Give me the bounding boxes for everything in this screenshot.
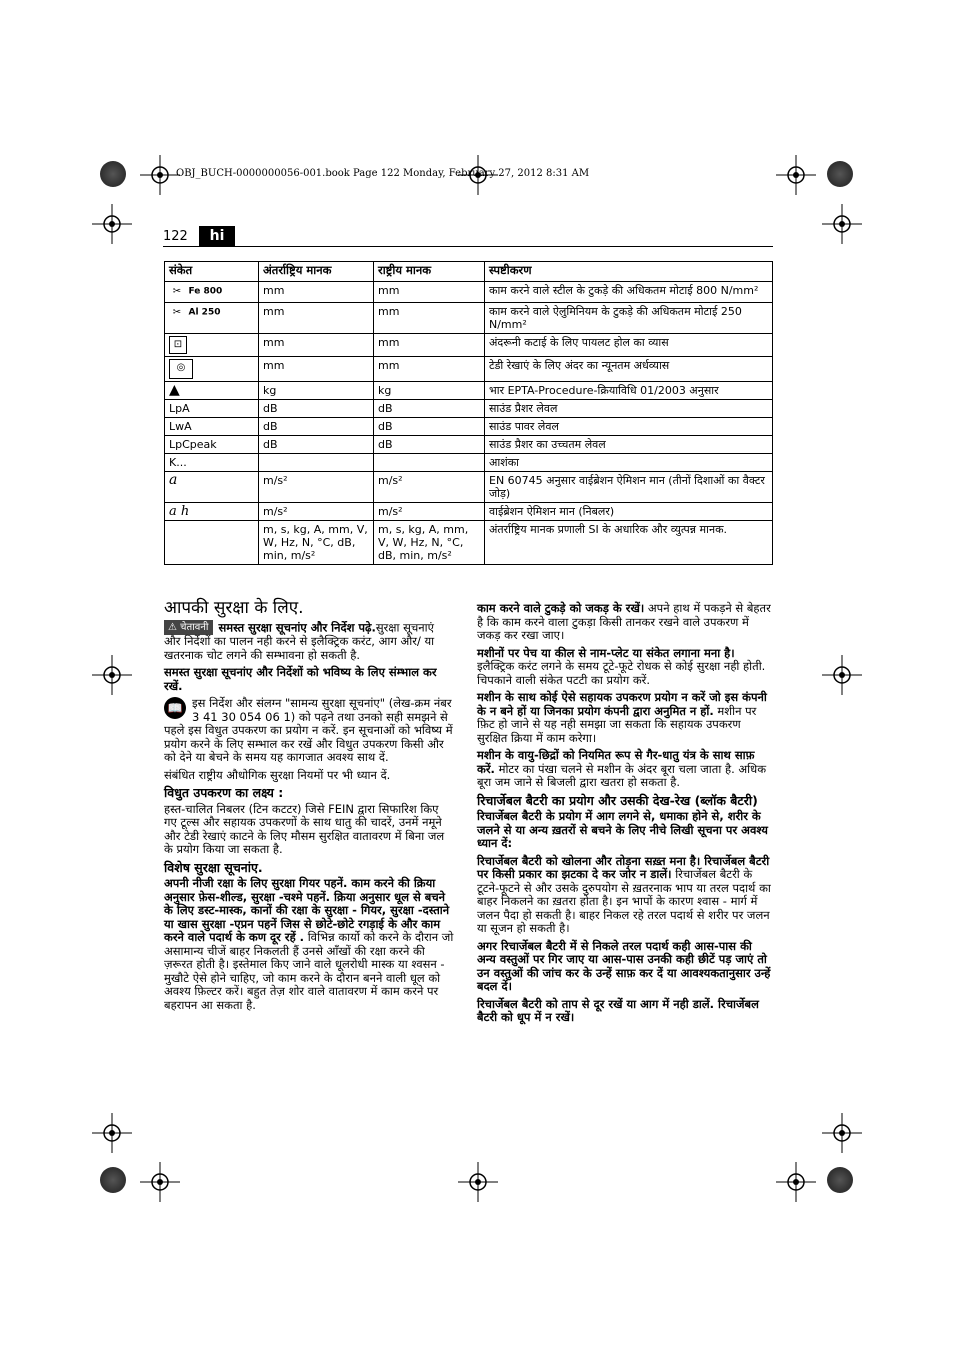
table-cell: m/s² xyxy=(374,472,485,503)
steel-sheet-icon: ✂ xyxy=(172,286,182,297)
read-manual-icon: 📖 xyxy=(164,697,186,719)
table-cell: mm xyxy=(374,334,485,357)
paragraph: मशीन के वायु-छिद्रों को नियमित रूप से गैर-धातु यंत्र के साथ साफ़ करें. मोटर का पंखा चलने से मशीन के अंदर बूरा चला जाता है. अधिक बूरा जम जाने से बिजली द्वारा खतरा हो सकता है. xyxy=(477,748,767,789)
aluminium-sheet-icon: ✂ xyxy=(172,307,182,318)
table-row xyxy=(165,503,773,521)
paragraph: अगर रिचार्जेबल बैटरी में से निकले तरल पदार्थ कही आस-पास की अन्य वस्तुओं पर गिर जाए या आस-पास उनकी कही छीटें पड़ जाएं तो उन वस्तुओं की जांच कर के उन्हें साफ़ कर दें या आवश्यकतानुसार उन्हें बदल दें। xyxy=(477,938,771,993)
symbol-cell: ✂ Al 250 xyxy=(165,303,259,334)
paragraph: काम करने वाले टुकड़े को जकड़ के रखें। अपने हाथ में पकड़ने से बेहतर है कि काम करने वाला टुकड़ा किसी तानकर रखने वाले उपकरण में जकड़ कर रखा जाए। xyxy=(477,601,771,642)
paragraph: संबंधित राष्ट्रीय औधोगिक सुरक्षा नियमों पर भी ध्यान दें. xyxy=(164,767,391,782)
paragraph: ⚠ चेतावनी समस्त सुरक्षा सूचनांए और निर्देश पढ़े.सुरक्षा सूचनाएं और निर्देशों का पालन नही करने से इलैक्ट्रिक करंट, आग और/ या खतरनाक चोट लगने की सम्भावना हो सकती है. xyxy=(164,619,435,662)
table-cell: dB xyxy=(374,436,485,454)
subheading: विशेष सुरक्षा सूचनांए. xyxy=(164,859,263,875)
table-cell: m/s² xyxy=(259,472,374,503)
subheading: रिचार्जेबल बैटरी का प्रयोग और उसकी देख-रेख (ब्लॉक बैटरी) xyxy=(477,792,758,808)
subheading: विधुत उपकरण का लक्ष्य : xyxy=(164,785,284,800)
right-column xyxy=(477,602,773,1029)
table-cell: dB xyxy=(259,436,374,454)
paragraph: रिचार्जेबल बैटरी के प्रयोग में आग लगने से, धमाका होने से, शरीर के जलने से या अन्य ख़तरों से बचने के लिए नीचे लिखी सूचना पर अवश्य ध्यान दें: xyxy=(477,809,768,850)
table-cell: mm xyxy=(374,282,485,303)
table-row xyxy=(165,521,773,565)
table-row xyxy=(165,418,773,436)
table-cell: भार EPTA-Procedure-क्रियाविधि 01/2003 अनुसार xyxy=(485,382,773,400)
symbol-cell xyxy=(165,382,259,400)
registration-mark-left-middle xyxy=(92,655,132,695)
table-cell: dB xyxy=(374,418,485,436)
column-header: संकेत xyxy=(165,262,259,282)
weight-icon: ▲ xyxy=(169,382,180,398)
table-cell xyxy=(374,454,485,472)
table-cell: m, s, kg, A, mm, V, W, Hz, N, °C, dB, min, m/s² xyxy=(374,521,485,565)
table-cell: mm xyxy=(374,303,485,334)
table-cell: टेडी रेखाएं के लिए अंदर का न्यूनतम अर्धव्यास xyxy=(485,357,773,382)
table-cell: mm xyxy=(374,357,485,382)
symbol-table xyxy=(164,261,773,565)
table-cell: m/s² xyxy=(259,503,374,521)
paragraph: समस्त सुरक्षा सूचनांए और निर्देशों को भविष्य के लिए संम्भाल कर रखें. xyxy=(164,665,437,693)
paragraph: मशीनों पर पेच या कील से नाम-प्लेट या संकेत लगाना मना है। इलैक्ट्रिक करंट लगने के समय टूटे-फूटे रोधक से कोई सुरक्षा नही होती. चिपकाने वाली संकेत पटटी का प्रयोग करें. xyxy=(477,645,766,687)
table-cell: साउंड प्रैशर लेवल xyxy=(485,400,773,418)
table-cell: dB xyxy=(374,400,485,418)
table-cell: साउंड प्रैशर का उच्चतम लेवल xyxy=(485,436,773,454)
table-cell: काम करने वाले स्टील के टुकड़े की अधिकतम मोटाई 800 N/mm² xyxy=(485,282,773,303)
file-header: OBJ_BUCH-0000000056-001.book Page 122 Monday, February 27, 2012 8:31 AM xyxy=(176,168,590,179)
registration-mark-left-upper xyxy=(92,204,132,244)
table-row xyxy=(165,334,773,357)
table-cell: काम करने वाले ऐलुमिनियम के टुकड़े की अधिकतम मोटाई 250 N/mm² xyxy=(485,303,773,334)
paragraph: हस्त-चालित निबलर (टिन कटटर) जिसे FEIN द्वारा सिफारिश किए गए टूल्स और सहायक उपकरणों के साथ धातु की चादरें, उनमें नमूने और टेडी रेखाएं काटने के लिए मौसम सुरक्षित वातावरण में बिना जल के प्रयोग किया जा सकता है. xyxy=(164,801,445,856)
table-cell: EN 60745 अनुसार वाईब्रेशन ऐमिशन मान (तीनों दिशाओं का वैक्टर जोड़) xyxy=(485,472,773,503)
table-cell xyxy=(259,454,374,472)
table-cell: kg xyxy=(259,382,374,400)
column-header: राष्ट्रीय मानक xyxy=(374,262,485,282)
table-row xyxy=(165,400,773,418)
color-target-top-right xyxy=(827,161,853,187)
color-target-bottom-left xyxy=(100,1167,126,1193)
table-row xyxy=(165,454,773,472)
symbol-cell xyxy=(165,334,259,357)
curve-radius-icon: ◎ xyxy=(169,359,193,379)
registration-mark-right-upper xyxy=(822,204,862,244)
table-row xyxy=(165,303,773,334)
language-tag: hi xyxy=(199,226,235,246)
warning-icon: ⚠ xyxy=(168,621,177,633)
table-row xyxy=(165,357,773,382)
table-cell: m/s² xyxy=(374,503,485,521)
column-header: स्पष्टीकरण xyxy=(485,262,773,282)
registration-mark-right-lower xyxy=(822,1113,862,1153)
symbol-cell: a h xyxy=(165,503,259,521)
table-cell: dB xyxy=(259,418,374,436)
color-target-top-left xyxy=(100,161,126,187)
table-cell: kg xyxy=(374,382,485,400)
symbol-cell: a xyxy=(165,472,259,503)
paragraph: रिचार्जेबल बैटरी को ताप से दूर रखें या आग में नही डालें. रिचार्जेबल बैटरी को धूप में न रखें। xyxy=(477,996,759,1024)
paragraph: मशीन के साथ कोई ऐसे सहायक उपकरण प्रयोग न करें जो इस कंपनी के न बने हों या जिनका प्रयोग कंपनी द्वारा अनुमित न हों. मशीन पर फ़िट हो जाने से यह नही समझा जा सकता कि सहायक उपकरण सुरक्षित क्रिया में काम करेगा। xyxy=(477,690,767,745)
table-cell: mm xyxy=(259,357,374,382)
symbol-cell: LwA xyxy=(165,418,259,436)
left-column xyxy=(164,598,454,1016)
table-cell: वाईब्रेशन ऐमिशन मान (निबलर) xyxy=(485,503,773,521)
table-cell: dB xyxy=(259,400,374,418)
table-row xyxy=(165,282,773,303)
pilot-hole-icon: ⊡ xyxy=(169,336,187,354)
symbol-cell: ✂ Fe 800 xyxy=(165,282,259,303)
symbol-cell: K... xyxy=(165,454,259,472)
registration-mark-top-left xyxy=(140,155,180,195)
registration-mark-top-right xyxy=(776,155,816,195)
column-header: अंतर्राष्ट्रिय मानक xyxy=(259,262,374,282)
table-cell: आशंका xyxy=(485,454,773,472)
symbol-cell xyxy=(165,521,259,565)
table-row xyxy=(165,382,773,400)
table-cell: m, s, kg, A, mm, V, W, Hz, N, °C, dB, min, m/s² xyxy=(259,521,374,565)
table-cell: साउंड पावर लेवल xyxy=(485,418,773,436)
registration-mark-right-middle xyxy=(822,655,862,695)
table-row xyxy=(165,472,773,503)
table-cell: अंदरूनी कटाई के लिए पायलट होल का व्यास xyxy=(485,334,773,357)
color-target-bottom-right xyxy=(827,1167,853,1193)
symbol-cell: LpCpeak xyxy=(165,436,259,454)
header-rule xyxy=(163,246,773,247)
registration-mark-bottom-left xyxy=(140,1162,180,1202)
table-cell: mm xyxy=(259,282,374,303)
paragraph: 📖 इस निर्देश और संलग्न "सामन्य सुरक्षा सूचनांए" (लेख-क्रम नंबर 3 41 30 054 06 1) को पढ़ने तथा उनको सही समझने से पहले इस विधुत उपकरण का प्रयोग न करें. इन सूचनाओं को भविष्य में प्रयोग करने के लिए सम्भाल कर रखें और विधुत उपकरण किसी और को देने या बेचने के समय यह कागजात अवश्य साथ दें. xyxy=(164,696,453,764)
registration-mark-left-lower xyxy=(92,1113,132,1153)
paragraph: रिचार्जेबल बैटरी को खोलना और तोड़ना सख़्त मना है। रिचार्जेबल बैटरी पर किसी प्रकार का झटका दे कर जोर न डालें। रिचार्जेबल बैटरी के टूटने-फूटने से और उसके दुरुपयोग से ख़तरनाक भाप या तरल पदार्थ का बाहर निकलने का ख़तरा होता है। इन भापों के कारण श्वास - मार्ग में जलन पैदा हो सकती है। बाहर निकल रहे तरल पदार्थ से शरीर पर जलन या सूजन हो सकती है। xyxy=(477,853,771,935)
table-cell: अंतर्राष्ट्रिय मानक प्रणाली SI के अधारिक और व्युत्पन्न मानक. xyxy=(485,521,773,565)
table-cell: mm xyxy=(259,303,374,334)
paragraph: अपनी नीजी रक्षा के लिए सुरक्षा गियर पहनें. काम करने की क्रिया अनुसार फ़ेस-शील्ड, सुरक्षा -चश्मे पहनें. क्रिया अनुसार धूल से बचने के लिए डस्ट-मास्क, कानों की रक्षा के सुरक्षा - गियर, सुरक्षा -दस्ताने या खास सुरक्षा -एप्रन पहनें जिस से छोटे-छोटे रगड़ाई के और काम करने वाले पदार्थ के कण दूर रहें . विभिन्न कार्यो को करने के दौरान जो असामान्य चीजें बाहर निकलती हैं उनसे आँखों की रक्षा करने की ज़रूरत होती है। इस्तेमाल किए जाने वाले धूलरोधी मास्क या श्वसन - मुखौटे ऐसे होने चाहिए, जो काम करने के दौरान बनने वाली धूल को अवश्य फ़िल्टर करें। बहुत तेज़ शोर वाले वातावरण में काम करने पर बहरापन आ सकता है. xyxy=(164,876,454,1012)
table-row xyxy=(165,436,773,454)
warning-badge: ⚠ चेतावनी xyxy=(164,620,213,636)
table-cell: mm xyxy=(259,334,374,357)
table-header-row xyxy=(165,262,773,282)
registration-mark-bottom-right xyxy=(776,1162,816,1202)
symbol-cell: LpA xyxy=(165,400,259,418)
registration-mark-bottom-center xyxy=(458,1162,498,1202)
symbol-cell xyxy=(165,357,259,382)
section-title: आपकी सुरक्षा के लिए. xyxy=(164,598,304,618)
page-number: 122 xyxy=(163,229,188,244)
